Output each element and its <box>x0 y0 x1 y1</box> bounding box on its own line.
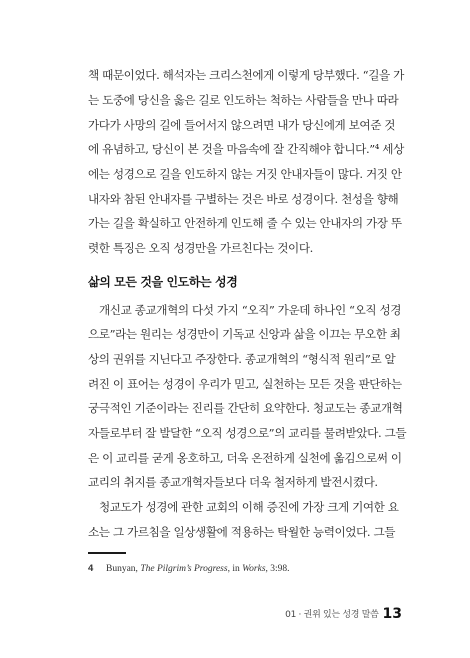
chapter-label: 01 · 권위 있는 성경 말씀 <box>285 610 379 620</box>
footnote-book-title: The Pilgrim’s Progress <box>140 564 228 574</box>
text-line: 상의 권위를 지닌다고 주장한다. 종교개혁의 “형식적 원리”로 알 <box>88 352 396 366</box>
footnote-author: Bunyan, <box>106 564 141 574</box>
text-line: 책 때문이었다. 해석자는 크리스천에게 이렇게 당부했다. “길을 가 <box>88 68 404 82</box>
text-line: 에는 성경으로 길을 인도하지 않는 거짓 안내자들이 많다. 거짓 안 <box>88 167 402 181</box>
text-line: 으로”라는 원리는 성경만이 기독교 신앙과 삶을 이끄는 무오한 최 <box>88 327 401 341</box>
text-line: 은 이 교리를 굳게 옹호하고, 더욱 온전하게 실천에 옮김으로써 이 <box>88 451 402 465</box>
footnote <box>88 563 290 575</box>
text-line: 교리의 취지를 종교개혁자들보다 더욱 철저하게 발전시켰다. <box>88 475 378 489</box>
text-line: 에 유념하고, 당신이 본 것을 마음속에 잘 간직해야 합니다.”⁴ 세상 <box>88 142 404 156</box>
page-number: 13 <box>382 605 402 622</box>
text-line: 내자와 참된 안내자를 구별하는 것은 바로 성경이다. 천성을 향해 <box>88 192 399 206</box>
footnote-in: , in <box>227 564 243 574</box>
text-line: 자들로부터 잘 발달한 “오직 성경으로”의 교리를 물려받았다. 그들 <box>88 426 407 440</box>
section-heading: 삶의 모든 것을 인도하는 성경 <box>88 275 238 289</box>
footnote-number: 4 <box>88 563 94 574</box>
text-line: 가는 길을 확실하고 안전하게 인도해 줄 수 있는 안내자의 가장 뚜 <box>88 216 402 230</box>
footnote-page-ref: , 3:98. <box>265 564 290 574</box>
text-line: 청교도가 성경에 관한 교회의 이해 증진에 가장 크게 기여한 요 <box>99 500 399 514</box>
footnote-works-title: Works <box>242 564 266 574</box>
text-line: 소는 그 가르침을 일상생활에 적용하는 탁월한 능력이었다. 그들 <box>88 525 396 539</box>
footnote-divider <box>88 552 126 554</box>
text-line: 는 도중에 당신을 옳은 길로 인도하는 척하는 사람들을 만나 따라 <box>88 93 399 107</box>
running-footer <box>285 603 402 622</box>
text-line: 렷한 특징은 오직 성경만을 가르친다는 것이다. <box>88 241 313 255</box>
text-line: 려진 이 표어는 성경이 우리가 믿고, 실천하는 모든 것을 판단하는 <box>88 377 402 391</box>
text-line: 개신교 종교개혁의 다섯 가지 “오직” 가운데 하나인 “오직 성경 <box>99 303 402 317</box>
text-line: 가다가 사망의 길에 들어서지 않으려면 내가 당신에게 보여준 것 <box>88 118 396 132</box>
text-line: 궁극적인 기준이라는 진리를 간단히 요약한다. 청교도는 종교개혁 <box>88 401 403 415</box>
